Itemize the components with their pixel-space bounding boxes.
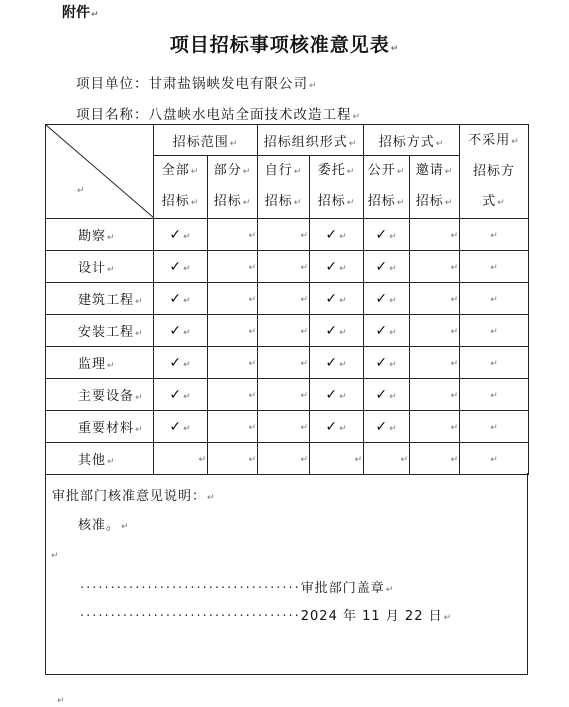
return-mark: ↵ bbox=[389, 295, 398, 306]
empty-cell bbox=[410, 411, 460, 443]
project-name: 项目名称：八盘峡水电站全面技术改造工程↵ bbox=[76, 107, 362, 123]
check-icon: ✓ bbox=[325, 354, 339, 371]
return-mark: ↵ bbox=[248, 231, 257, 241]
subheader-3: 委托↵ 招标↵ bbox=[310, 156, 364, 219]
return-mark: ↵ bbox=[389, 423, 398, 434]
row-label: 勘察↵ bbox=[46, 219, 154, 251]
project-unit: 项目单位：甘肃盐锅峡发电有限公司↵ bbox=[76, 76, 318, 92]
return-mark: ↵ bbox=[183, 391, 192, 402]
opinion-blank-line: ↵ bbox=[51, 551, 60, 561]
check-cell bbox=[310, 379, 364, 411]
check-icon: ✓ bbox=[375, 322, 389, 339]
return-mark: ↵ bbox=[300, 327, 309, 337]
check-icon: ✓ bbox=[169, 386, 183, 403]
return-mark: ↵ bbox=[450, 359, 459, 369]
return-mark: ↵ bbox=[248, 263, 257, 273]
subheader-1: 部分↵ 招标↵ bbox=[208, 156, 258, 219]
check-icon: ✓ bbox=[325, 418, 339, 435]
check-cell bbox=[154, 315, 208, 347]
return-mark: ↵ bbox=[490, 295, 499, 305]
return-mark: ↵ bbox=[450, 391, 459, 401]
header-no-bid: 不采用↵ 招标方 式↵ bbox=[460, 125, 529, 219]
return-mark: ↵ bbox=[339, 423, 348, 434]
return-mark: ↵ bbox=[389, 327, 398, 338]
empty-cell bbox=[208, 219, 258, 251]
check-cell bbox=[364, 347, 410, 379]
empty-cell bbox=[460, 443, 529, 475]
return-mark: ↵ bbox=[339, 391, 348, 402]
empty-cell bbox=[410, 347, 460, 379]
check-cell bbox=[154, 251, 208, 283]
row-label: 安装工程↵ bbox=[46, 315, 154, 347]
check-cell bbox=[364, 315, 410, 347]
return-mark: ↵ bbox=[183, 327, 192, 338]
check-icon: ✓ bbox=[325, 322, 339, 339]
check-icon: ✓ bbox=[375, 354, 389, 371]
check-icon: ✓ bbox=[375, 418, 389, 435]
seal-line: ····································审批部门盖章↵ bbox=[80, 581, 395, 596]
empty-cell bbox=[410, 379, 460, 411]
return-mark: ↵ bbox=[490, 359, 499, 369]
return-mark: ↵ bbox=[183, 295, 192, 306]
page-title: 项目招标事项核准意见表↵ bbox=[169, 34, 400, 56]
return-mark: ↵ bbox=[248, 423, 257, 433]
empty-cell bbox=[258, 347, 310, 379]
check-icon: ✓ bbox=[375, 290, 389, 307]
empty-cell bbox=[460, 347, 529, 379]
return-mark: ↵ bbox=[450, 231, 459, 241]
date-line: ····································2024 年 11 月 22 日↵ bbox=[80, 609, 453, 624]
approval-opinion-box bbox=[45, 473, 528, 675]
return-mark: ↵ bbox=[300, 391, 309, 401]
check-cell bbox=[310, 411, 364, 443]
return-mark: ↵ bbox=[389, 391, 398, 402]
check-icon: ✓ bbox=[325, 226, 339, 243]
empty-cell bbox=[460, 379, 529, 411]
table-row bbox=[46, 443, 529, 475]
subheader-0: 全部↵ 招标↵ bbox=[154, 156, 208, 219]
return-mark: ↵ bbox=[490, 391, 499, 401]
empty-cell bbox=[208, 443, 258, 475]
table-row bbox=[46, 379, 529, 411]
bidding-table bbox=[45, 124, 529, 475]
return-mark: ↵ bbox=[248, 327, 257, 337]
empty-cell bbox=[258, 283, 310, 315]
diagonal-line bbox=[46, 125, 154, 218]
check-icon: ✓ bbox=[325, 386, 339, 403]
return-mark: ↵ bbox=[400, 455, 409, 465]
empty-cell bbox=[258, 251, 310, 283]
empty-cell bbox=[258, 379, 310, 411]
check-icon: ✓ bbox=[169, 354, 183, 371]
return-mark: ↵ bbox=[389, 359, 398, 370]
check-icon: ✓ bbox=[375, 258, 389, 275]
return-mark: ↵ bbox=[339, 327, 348, 338]
table-row bbox=[46, 411, 529, 443]
check-cell bbox=[154, 347, 208, 379]
table-row bbox=[46, 219, 529, 251]
return-mark: ↵ bbox=[300, 359, 309, 369]
empty-cell bbox=[460, 411, 529, 443]
check-icon: ✓ bbox=[169, 418, 183, 435]
check-cell bbox=[364, 219, 410, 251]
return-mark: ↵ bbox=[198, 455, 207, 465]
return-mark: ↵ bbox=[248, 391, 257, 401]
paragraph-mark: ↵ bbox=[57, 696, 65, 706]
return-mark: ↵ bbox=[300, 263, 309, 273]
check-icon: ✓ bbox=[375, 386, 389, 403]
return-mark: ↵ bbox=[450, 455, 459, 465]
opinion-approve: 核准。↵ bbox=[78, 518, 130, 533]
empty-cell bbox=[208, 347, 258, 379]
empty-cell bbox=[258, 411, 310, 443]
diagonal-header-cell: ↵ bbox=[46, 125, 154, 219]
check-cell bbox=[364, 411, 410, 443]
check-cell bbox=[364, 251, 410, 283]
return-mark: ↵ bbox=[339, 295, 348, 306]
return-mark: ↵ bbox=[300, 455, 309, 465]
check-cell bbox=[154, 219, 208, 251]
return-mark: ↵ bbox=[490, 231, 499, 241]
check-icon: ✓ bbox=[169, 290, 183, 307]
empty-cell bbox=[460, 283, 529, 315]
empty-cell bbox=[460, 251, 529, 283]
return-mark: ↵ bbox=[389, 231, 398, 242]
header-method: 招标方式↵ bbox=[364, 125, 460, 156]
subheader-5: 邀请↵ 招标↵ bbox=[410, 156, 460, 219]
check-cell bbox=[154, 411, 208, 443]
row-label: 重要材料↵ bbox=[46, 411, 154, 443]
return-mark: ↵ bbox=[300, 423, 309, 433]
empty-cell bbox=[154, 443, 208, 475]
empty-cell bbox=[258, 219, 310, 251]
return-mark: ↵ bbox=[490, 455, 499, 465]
return-mark: ↵ bbox=[248, 359, 257, 369]
table-row bbox=[46, 283, 529, 315]
empty-cell bbox=[208, 315, 258, 347]
empty-cell bbox=[310, 443, 364, 475]
attachment-label: 附件↵ bbox=[62, 5, 99, 21]
return-mark: ↵ bbox=[339, 231, 348, 242]
header-scope: 招标范围↵ bbox=[154, 125, 258, 156]
empty-cell bbox=[208, 251, 258, 283]
row-label: 建筑工程↵ bbox=[46, 283, 154, 315]
row-label: 设计↵ bbox=[46, 251, 154, 283]
check-icon: ✓ bbox=[375, 226, 389, 243]
return-mark: ↵ bbox=[339, 359, 348, 370]
empty-cell bbox=[208, 411, 258, 443]
return-mark: ↵ bbox=[490, 327, 499, 337]
return-mark: ↵ bbox=[450, 263, 459, 273]
row-label: 其他↵ bbox=[46, 443, 154, 475]
check-cell bbox=[310, 219, 364, 251]
empty-cell bbox=[460, 219, 529, 251]
check-cell bbox=[310, 283, 364, 315]
return-mark: ↵ bbox=[450, 327, 459, 337]
empty-cell bbox=[410, 219, 460, 251]
row-label: 监理↵ bbox=[46, 347, 154, 379]
table-row bbox=[46, 251, 529, 283]
return-mark: ↵ bbox=[354, 455, 363, 465]
check-icon: ✓ bbox=[325, 290, 339, 307]
return-mark: ↵ bbox=[300, 231, 309, 241]
check-cell bbox=[310, 251, 364, 283]
empty-cell bbox=[460, 315, 529, 347]
empty-cell bbox=[364, 443, 410, 475]
return-mark: ↵ bbox=[183, 359, 192, 370]
empty-cell bbox=[208, 283, 258, 315]
header-org-form: 招标组织形式↵ bbox=[258, 125, 364, 156]
subheader-2: 自行↵ 招标↵ bbox=[258, 156, 310, 219]
return-mark: ↵ bbox=[248, 455, 257, 465]
empty-cell bbox=[258, 443, 310, 475]
empty-cell bbox=[410, 315, 460, 347]
check-icon: ✓ bbox=[169, 226, 183, 243]
check-cell bbox=[154, 283, 208, 315]
check-icon: ✓ bbox=[169, 258, 183, 275]
opinion-title: 审批部门核准意见说明：↵ bbox=[52, 489, 216, 504]
empty-cell bbox=[258, 315, 310, 347]
subheader-4: 公开↵ 招标↵ bbox=[364, 156, 410, 219]
return-mark: ↵ bbox=[300, 295, 309, 305]
return-mark: ↵ bbox=[389, 263, 398, 274]
check-cell bbox=[364, 379, 410, 411]
return-mark: ↵ bbox=[248, 295, 257, 305]
table-row bbox=[46, 315, 529, 347]
return-mark: ↵ bbox=[490, 263, 499, 273]
empty-cell bbox=[208, 379, 258, 411]
return-mark: ↵ bbox=[450, 295, 459, 305]
check-icon: ✓ bbox=[169, 322, 183, 339]
return-mark: ↵ bbox=[183, 423, 192, 434]
check-cell bbox=[310, 347, 364, 379]
table-row bbox=[46, 347, 529, 379]
empty-cell bbox=[410, 443, 460, 475]
return-mark: ↵ bbox=[183, 263, 192, 274]
row-label: 主要设备↵ bbox=[46, 379, 154, 411]
empty-cell bbox=[410, 283, 460, 315]
empty-cell bbox=[410, 251, 460, 283]
check-icon: ✓ bbox=[325, 258, 339, 275]
check-cell bbox=[154, 379, 208, 411]
return-mark: ↵ bbox=[183, 231, 192, 242]
return-mark: ↵ bbox=[450, 423, 459, 433]
check-cell bbox=[310, 315, 364, 347]
return-mark: ↵ bbox=[339, 263, 348, 274]
check-cell bbox=[364, 283, 410, 315]
return-mark: ↵ bbox=[490, 423, 499, 433]
